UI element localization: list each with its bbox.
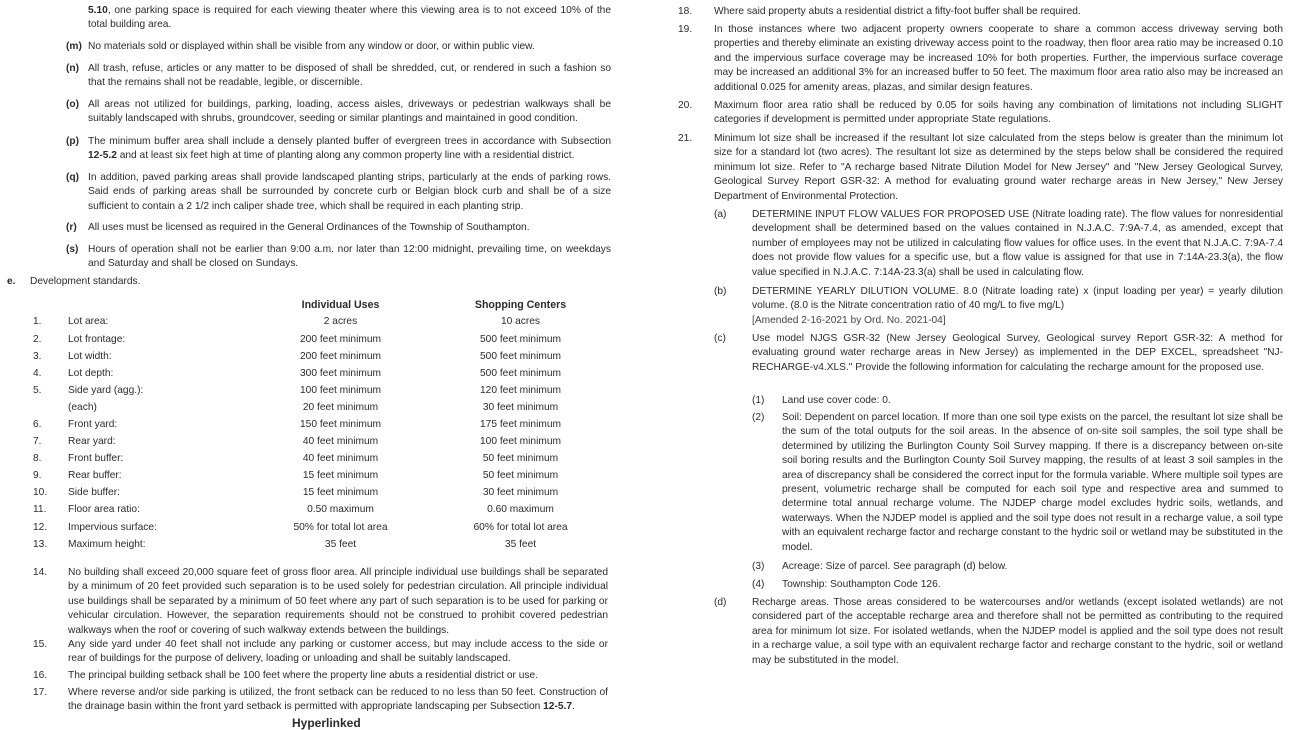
table-row bbox=[0, 485, 633, 502]
step-label-c: (c) bbox=[714, 333, 726, 344]
item-label-s: (s) bbox=[66, 244, 79, 255]
row-number: 5. bbox=[33, 384, 42, 396]
step-b-text: DETERMINE YEARLY DILUTION VOLUME. 8.0 (Nitrate loading rate) x (input loading per year) = yearly dilution volume. (8.0 is the Nitrate concentration ratio of 40 mg/L to five mg/L) bbox=[752, 286, 1283, 312]
item-18-text: Where said property abuts a residential district a fifty-foot buffer shall be required. bbox=[714, 6, 1081, 17]
row-number: 12. bbox=[33, 521, 48, 533]
shopping-centers-value: 120 feet minimum bbox=[480, 384, 561, 396]
table-row bbox=[0, 400, 633, 417]
step-label-b: (b) bbox=[714, 286, 727, 297]
individual-uses-value: 15 feet minimum bbox=[302, 487, 379, 499]
subsection-link[interactable]: 5.10 bbox=[88, 5, 108, 16]
individual-uses-value: 100 feet minimum bbox=[300, 384, 381, 396]
shopping-centers-value: 500 feet minimum bbox=[480, 350, 561, 362]
individual-uses-value: 200 feet minimum bbox=[300, 333, 381, 345]
row-label: Lot area: bbox=[68, 316, 109, 328]
shopping-centers-value: 500 feet minimum bbox=[480, 367, 561, 379]
item-m-text: No materials sold or displayed within shall be visible from any window or door, or within public view. bbox=[88, 41, 535, 52]
item-label-r: (r) bbox=[66, 222, 77, 233]
table-row bbox=[0, 519, 633, 536]
row-number: 9. bbox=[33, 470, 42, 482]
individual-uses-value: 200 feet minimum bbox=[300, 350, 381, 362]
row-label: Impervious surface: bbox=[68, 521, 157, 533]
shopping-centers-value: 35 feet bbox=[504, 538, 537, 550]
section-e-label: e. bbox=[7, 276, 16, 287]
individual-uses-value: 35 feet bbox=[324, 538, 357, 550]
table-row bbox=[0, 331, 633, 348]
input-4-text: Township: Southampton Code 126. bbox=[782, 579, 941, 590]
item-q-text: In addition, paved parking areas shall provide landscaped planting strips, particularly at the ends of parking rows. Said ends of parking areas shall be surrounded by concrete curb or Belgian block curb and shall be of a size sufficient to contain a 2 1/2 inch caliper shade tree, which shall be required in each planting strip. bbox=[88, 172, 611, 212]
row-label: Front yard: bbox=[68, 419, 118, 430]
individual-uses-value: 150 feet minimum bbox=[300, 419, 381, 430]
amendment-link[interactable]: [Amended 2-16-2021 by Ord. No. 2021-04] bbox=[752, 315, 946, 326]
item-14-text: No building shall exceed 20,000 square feet of gross floor area. All principle individual use buildings shall be separated by a minimum of 20 feet provided such separation is to be used solely for pedestrian circulation. All principle individual use buildings shall be separated by a minimum of 50 feet where any part of such separation is to be used for parking or vehicular circulation. However, the separation requirements should not be construed to prohibit covered pedestrian walkways when the roof or covering of such walkway extends between the buildings. bbox=[68, 567, 608, 636]
input-1-text: Land use cover code: 0. bbox=[782, 395, 891, 406]
intro-paragraph: 5.10, one parking space is required for each viewing theater where this viewing area is to not exceed 10% of the total building area. bbox=[88, 5, 611, 31]
item-num-20: 20. bbox=[678, 100, 693, 111]
cutoff-heading: Hyperlinked bbox=[292, 716, 361, 730]
row-number: 6. bbox=[33, 419, 42, 430]
row-number: 11. bbox=[33, 504, 47, 516]
step-c-text: Use model NJGS GSR-32 (New Jersey Geological Survey, Geological survey Report GSR-32: A method for evaluating ground water recharge areas in New Jersey) as implemented in the DEP EXCEL, spreadsheet "NJ-RECHARGE-v4.XLS." Provide the following information for calculating the recharge amount for the proposed use. bbox=[752, 333, 1283, 373]
row-number: 3. bbox=[33, 350, 42, 362]
row-label: Side yard (agg.): bbox=[68, 384, 144, 396]
shopping-centers-value: 0.60 maximum bbox=[487, 504, 554, 516]
row-number: 4. bbox=[33, 367, 42, 379]
section-e-title: Development standards. bbox=[30, 276, 141, 287]
row-label: (each) bbox=[68, 401, 97, 413]
table-row bbox=[0, 382, 633, 399]
item-p-text: The minimum buffer area shall include a densely planted buffer of evergreen trees in accordance with Subsection 12-5.2 and at least six feet high at time of planting along any common property line with a residential district. bbox=[88, 136, 611, 162]
item-r-text: All uses must be licensed as required in the General Ordinances of the Township of Southampton. bbox=[88, 222, 530, 233]
item-label-p: (p) bbox=[66, 136, 80, 147]
input-label-3: (3) bbox=[752, 561, 765, 572]
table-row bbox=[0, 314, 633, 331]
shopping-centers-value: 175 feet minimum bbox=[480, 419, 561, 430]
individual-uses-value: 2 acres bbox=[323, 316, 358, 328]
development-standards-table bbox=[0, 297, 633, 553]
row-number: 8. bbox=[33, 453, 42, 465]
item-20-text: Maximum floor area ratio shall be reduced by 0.05 for soils having any combination of limitations not including SLIGHT categories if development is permitted under appropriate State regulations. bbox=[714, 100, 1283, 126]
item-19-text: In those instances where two adjacent property owners cooperate to share a common access driveway serving both properties and thereby eliminate an existing driveway access point to the roadway, then floor area ratio may be increased 0.10 and the impervious surface coverage may be increased 10% for both properties. Further, the impervious surface coverage may be increased an additional 3% for an increased buffer to 50 feet. The maximum floor area ratio also may be increased an additional 0.025 for amenity areas, plazas, and similar design features. bbox=[714, 24, 1283, 93]
item-num-21: 21. bbox=[678, 133, 693, 144]
row-label: Maximum height: bbox=[68, 538, 146, 550]
row-number bbox=[0, 400, 68, 417]
item-17-text: Where reverse and/or side parking is utilized, the front setback can be reduced to no less than 50 feet. Construction of the drainage basin within the front yard setback is permitted with appropriate landscaping per Subsection 12-5.7. bbox=[68, 687, 608, 713]
item-16-text: The principal building setback shall be 100 feet where the property line abuts a residential district or use. bbox=[68, 670, 539, 681]
item-num-16: 16. bbox=[33, 670, 48, 681]
individual-uses-value: 300 feet minimum bbox=[300, 367, 381, 379]
item-label-o: (o) bbox=[66, 99, 80, 110]
header-label bbox=[68, 297, 273, 314]
item-15-text: Any side yard under 40 feet shall not include any parking or customer access, but may include access to the side or rear of buildings for the purpose of delivery, loading or unloading and shall be suitably landscaped. bbox=[68, 639, 608, 665]
table-row bbox=[0, 417, 633, 434]
shopping-centers-value: 50 feet minimum bbox=[482, 453, 559, 465]
shopping-centers-value: 500 feet minimum bbox=[480, 333, 561, 345]
item-label-q: (q) bbox=[66, 172, 80, 183]
individual-uses-value: 0.50 maximum bbox=[307, 504, 374, 516]
item-num-14: 14. bbox=[33, 567, 48, 578]
header-num bbox=[0, 297, 68, 314]
step-d-text: Recharge areas. Those areas considered to be watercourses and/or wetlands (except isolated wetlands) are not considered part of the acceptable recharge area and therefore shall not be permitted as contributing to the required area for minimum lot size. For isolated wetlands, when the NJDEP model is applied and the soil type does not result in a recharge value, a soil type with an equivalent recharge factor and recharge constant to the hydric, soil or wetland may be substituted in the model. bbox=[752, 597, 1283, 666]
item-label-n: (n) bbox=[66, 63, 80, 74]
shopping-centers-value: 10 acres bbox=[500, 316, 541, 328]
shopping-centers-value: 60% for total lot area bbox=[473, 521, 568, 533]
individual-uses-value: 50% for total lot area bbox=[293, 521, 388, 533]
row-number: 13. bbox=[33, 538, 48, 550]
table-row bbox=[0, 348, 633, 365]
row-number: 2. bbox=[33, 333, 42, 345]
table-header-row bbox=[0, 297, 633, 314]
table-body bbox=[0, 314, 633, 553]
table-row bbox=[0, 536, 633, 553]
item-num-18: 18. bbox=[678, 6, 693, 17]
item-21-text: Minimum lot size shall be increased if the resultant lot size calculated from the steps below is greater than the minimum lot size for a standard lot (two acres). The resultant lot size as determined by the steps below shall be considered the required minimum lot size. Refer to "A recharge based Nitrate Dilution Model for New Jersey" and "New Jersey Geological Survey, Geological Survey Report GSR-32: A method for evaluating ground water recharge areas in New Jersey," New Jersey Department of Environmental Protection. bbox=[714, 133, 1283, 202]
item-num-15: 15. bbox=[33, 639, 48, 650]
header-individual-uses: Individual Uses bbox=[301, 299, 380, 312]
row-number: 1. bbox=[33, 316, 42, 328]
row-label: Side buffer: bbox=[68, 487, 120, 499]
input-label-2: (2) bbox=[752, 412, 765, 423]
row-label: Lot frontage: bbox=[68, 333, 126, 345]
step-label-d: (d) bbox=[714, 597, 727, 608]
row-label: Lot depth: bbox=[68, 367, 114, 379]
step-label-a: (a) bbox=[714, 209, 727, 220]
row-number: 7. bbox=[33, 436, 42, 448]
table-row bbox=[0, 468, 633, 485]
input-2-text: Soil: Dependent on parcel location. If more than one soil type exists on the parcel, the resultant lot size shall be the sum of the total outputs for the soil areas. In the absence of on-site soil samples, the soil type shall be determined by utilizing the Burlington County Soil Survey mapping. If there is a discrepancy between on-site soil boring results and the Burlington County Soil Survey mapping, the results of at least 3 soil samples in the area of discrepancy shall be considered the correct input for the formula variable. Where multiple soil types are present, volumetric recharge shall be computed for each soil type and respective area and summed to determine total annual recharge volume. The NJDEP charge model excludes hydric soils, wetlands, and waterways. When the NJDEP model is applied and the soil type does not result in a recharge value, a soil type with an equivalent recharge factor and recharge constant to the hydric soil or wetland may be substituted in the model. bbox=[782, 412, 1283, 553]
row-label: Lot width: bbox=[68, 350, 112, 362]
row-label: Rear buffer: bbox=[68, 470, 122, 482]
table-row bbox=[0, 502, 633, 519]
shopping-centers-value: 30 feet minimum bbox=[482, 401, 559, 413]
individual-uses-value: 15 feet minimum bbox=[302, 470, 379, 482]
input-label-1: (1) bbox=[752, 395, 765, 406]
subsection-link[interactable]: 12-5.2 bbox=[88, 150, 117, 162]
item-num-19: 19. bbox=[678, 24, 693, 35]
table-row bbox=[0, 434, 633, 451]
individual-uses-value: 20 feet minimum bbox=[302, 401, 379, 413]
item-num-17: 17. bbox=[33, 687, 48, 698]
item-label-m: (m) bbox=[66, 41, 82, 52]
individual-uses-value: 40 feet minimum bbox=[302, 436, 379, 448]
row-label: Front buffer: bbox=[68, 453, 124, 465]
shopping-centers-value: 50 feet minimum bbox=[482, 470, 559, 482]
item-o-text: All areas not utilized for buildings, parking, loading, access aisles, driveways or pedestrian walkways shall be suitably landscaped with shrubs, groundcover, seeding or similar plantings and maintained in good condition. bbox=[88, 99, 611, 125]
subsection-link[interactable]: 12-5.7 bbox=[543, 701, 573, 713]
input-label-4: (4) bbox=[752, 579, 765, 590]
row-number: 10. bbox=[33, 487, 48, 499]
item-n-text: All trash, refuse, articles or any matter to be disposed of shall be shredded, cut, or rendered in such a fashion so that the remains shall not be readable, legible, or discernible. bbox=[88, 63, 611, 89]
row-label: Rear yard: bbox=[68, 436, 116, 448]
shopping-centers-value: 30 feet minimum bbox=[482, 487, 559, 499]
row-label: Floor area ratio: bbox=[68, 504, 140, 516]
individual-uses-value: 40 feet minimum bbox=[302, 453, 379, 465]
table-row bbox=[0, 365, 633, 382]
table-row bbox=[0, 451, 633, 468]
item-s-text: Hours of operation shall not be earlier than 9:00 a.m. nor later than 12:00 midnight, prevailing time, on weekdays and Saturday and shall be closed on Sundays. bbox=[88, 244, 611, 270]
header-shopping-centers: Shopping Centers bbox=[474, 299, 567, 312]
shopping-centers-value: 100 feet minimum bbox=[480, 436, 561, 448]
input-3-text: Acreage: Size of parcel. See paragraph (d) below. bbox=[782, 561, 1008, 572]
step-a-text: DETERMINE INPUT FLOW VALUES FOR PROPOSED USE (Nitrate loading rate). The flow values for nonresidential development shall be determined based on the values contained in N.J.A.C. 7:9A-7.4, as amended, except that number of employees may not be utilized in calculating flow values for office uses. In the event that N.J.A.C. 7:9A-7.4 does not provide flow values for a specific use, but a flow value is assigned for that use in 7:14A-23.3(a), the flow value specified in N.J.A.C. 7:14A-23.3(a) shall be used in calculating flow. bbox=[752, 209, 1283, 278]
